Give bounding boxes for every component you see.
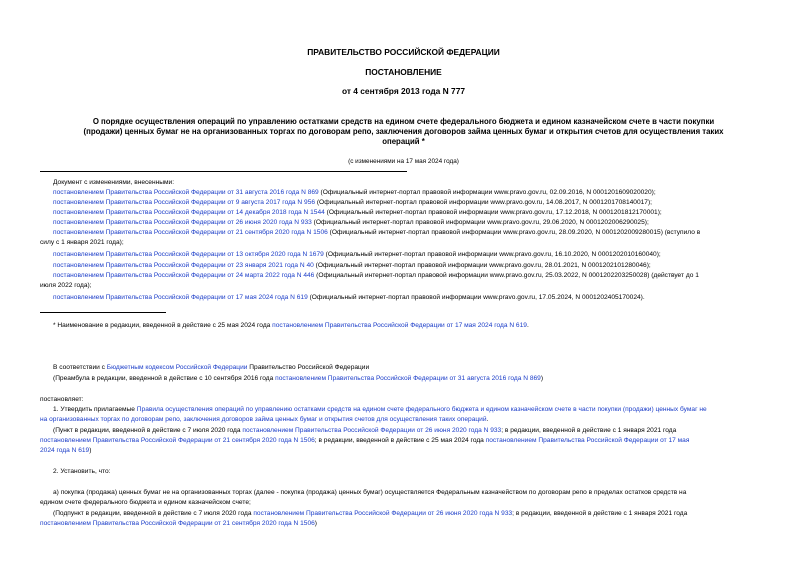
changes-note: (с изменениями на 17 мая 2024 года)	[348, 158, 459, 165]
change-text: (Официальный интернет-портал правовой информации www.pravo.gov.ru, 02.09.2016, N 0001201609020020);	[318, 189, 656, 196]
change-item-cont: силу с 1 января 2021 года);	[40, 239, 124, 246]
doc-title-line: операций *	[382, 137, 425, 146]
footnote: * Наименование в редакции, введенной в действие с 25 мая 2024 года постановлением Правительства Российской Федерации от 17 мая 2024 года N 619.	[53, 322, 529, 329]
divider	[40, 171, 407, 172]
point-2: 2. Установить, что:	[53, 468, 111, 475]
change-link[interactable]: постановлением Правительства Российской Федерации от 21 сентября 2020 года N 1506	[53, 229, 328, 236]
point-2-note-cont: постановлением Правительства Российской Федерации от 21 сентября 2020 года N 1506)	[40, 520, 317, 527]
note-link[interactable]: постановлением Правительства Российской Федерации от 26 июня 2020 года N 933	[242, 427, 502, 434]
change-item	[53, 199, 652, 207]
change-text: (Официальный интернет-портал правовой информации www.pravo.gov.ru, 17.05.2024, N 0001202405170024).	[307, 294, 645, 301]
change-item	[53, 189, 656, 197]
change-link[interactable]: постановлением Правительства Российской Федерации от 23 января 2021 года N 40	[53, 262, 314, 269]
change-text: (Официальный интернет-портал правовой информации www.pravo.gov.ru, 17.12.2018, N 0001201812170001);	[324, 209, 662, 216]
point-2-note: (Подпункт в редакции, введенной в действие с 7 июля 2020 года постановлением Правительства Российской Федерации от 26 июня 2020 года N 933; в редакции, введенной в действие с 1 января 2021 года	[53, 510, 688, 517]
government-title: ПРАВИТЕЛЬСТВО РОССИЙСКОЙ ФЕДЕРАЦИИ	[307, 47, 500, 57]
change-text: (Официальный интернет-портал правовой информации www.pravo.gov.ru, 28.09.2020, N 0001202009280015) (вступило в	[327, 229, 701, 236]
change-item	[53, 209, 662, 217]
point-2-a: а) покупка (продажа) ценных бумаг не на организованных торгах (далее - покупка (продажа) ценных бумаг) осуществляется Федеральным казначейством по договорам репо в пределах остатков средств на	[53, 489, 687, 496]
change-item	[53, 272, 699, 280]
doc-title-line: О порядке осуществления операций по управлению остатками средств на едином счете федерального бюджета и едином казначейском счете в части покупки	[92, 117, 715, 126]
change-item	[53, 251, 661, 259]
change-link[interactable]: постановлением Правительства Российской Федерации от 31 августа 2016 года N 869	[53, 189, 319, 196]
note-link[interactable]: 2024 года N 619	[40, 447, 90, 454]
doc-title	[0, 117, 807, 147]
change-link[interactable]: постановлением Правительства Российской Федерации от 9 августа 2017 года N 956	[53, 199, 316, 206]
change-item-cont: июля 2022 года);	[40, 282, 92, 289]
change-item	[53, 294, 645, 302]
rules-link[interactable]: Правила осуществления операций по управлению остатками средств на едином счете федерального бюджета и едином казначейском счете в части покупки (продажи) ценных бумаг не	[136, 406, 707, 413]
change-link[interactable]: постановлением Правительства Российской Федерации от 13 октября 2020 года N 1679	[53, 251, 324, 258]
note-link[interactable]: постановлением Правительства Российской Федерации от 21 сентября 2020 года N 1506	[40, 437, 315, 444]
change-link[interactable]: постановлением Правительства Российской Федерации от 17 мая 2024 года N 619	[53, 294, 308, 301]
budget-code-link[interactable]: Бюджетным кодексом Российской Федерации	[106, 364, 248, 371]
change-link[interactable]: постановлением Правительства Российской Федерации от 14 декабря 2018 года N 1544	[53, 209, 325, 216]
point-1: 1. Утвердить прилагаемые Правила осуществления операций по управлению остатками средств на едином счете федерального бюджета и едином казначейском счете в части покупки (продажи) ценных бумаг не	[53, 406, 707, 413]
point-1-cont: на организованных торгах по договорам репо, заключения договоров займа ценных бумаг и открытия счетов для осуществления таких операций.	[40, 416, 489, 423]
change-item	[53, 219, 649, 227]
note-link[interactable]: постановлением Правительства Российской Федерации от 17 мая	[485, 437, 690, 444]
rules-link-cont[interactable]: на организованных торгах по договорам репо, заключения договоров займа ценных бумаг и открытия счетов для осуществления таких операций	[40, 416, 487, 423]
change-text: (Официальный интернет-портал правовой информации www.pravo.gov.ru, 25.03.2022, N 0001202203250028) (действует до 1	[314, 272, 699, 279]
point-1-note-cont: 2024 года N 619)	[40, 447, 92, 454]
point-2-a-cont: едином счете федерального бюджета и едином казначейском счете;	[40, 499, 251, 506]
change-item	[53, 229, 700, 237]
preamble: В соответствии с Бюджетным кодексом Российской Федерации Правительство Российской Федерации	[53, 364, 370, 371]
change-link[interactable]: постановлением Правительства Российской Федерации от 24 марта 2022 года N 446	[53, 272, 315, 279]
change-text: (Официальный интернет-портал правовой информации www.pravo.gov.ru, 14.08.2017, N 0001201708140017);	[315, 199, 652, 206]
preamble-note-link[interactable]: постановлением Правительства Российской Федерации от 31 августа 2016 года N 869	[275, 375, 541, 382]
point-1-note-cont: постановлением Правительства Российской Федерации от 21 сентября 2020 года N 1506; в редакции, введенной в действие с 25 мая 2024 года постановлением Правительства Российской Федерации от 17 мая	[40, 437, 690, 444]
preamble-note: (Преамбула в редакции, введенной в действие с 10 сентября 2016 года постановлением Правительства Российской Федерации от 31 августа 2016 года N 869)	[53, 375, 544, 382]
doc-date-number: от 4 сентября 2013 года N 777	[341, 86, 466, 96]
doc-type: ПОСТАНОВЛЕНИЕ	[365, 67, 442, 77]
change-text: (Официальный интернет-портал правовой информации www.pravo.gov.ru, 16.10.2020, N 0001202010160040);	[323, 251, 661, 258]
note-link[interactable]: постановлением Правительства Российской Федерации от 26 июня 2020 года N 933	[253, 510, 513, 517]
changes-intro: Документ с изменениями, внесенными:	[53, 179, 175, 186]
change-text: (Официальный интернет-портал правовой информации www.pravo.gov.ru, 29.06.2020, N 0001202006290025);	[311, 219, 649, 226]
doc-title-line: (продажи) ценных бумаг не на организованных торгах по договорам репо, заключения договоров займа ценных бумаг и открытия счетов для осуществления таких	[83, 127, 724, 136]
note-link[interactable]: постановлением Правительства Российской Федерации от 21 сентября 2020 года N 1506	[40, 520, 315, 527]
footnote-link[interactable]: постановлением Правительства Российской Федерации от 17 мая 2024 года N 619	[272, 322, 527, 329]
change-item	[53, 262, 651, 270]
change-link[interactable]: постановлением Правительства Российской Федерации от 26 июня 2020 года N 933	[53, 219, 312, 226]
point-1-note: (Пункт в редакции, введенной в действие с 7 июля 2020 года постановлением Правительства Российской Федерации от 26 июня 2020 года N 933; в редакции, введенной в действие с 1 января 2021 года	[53, 427, 677, 434]
footnote-divider	[40, 312, 166, 313]
decree-word: постановляет:	[40, 396, 84, 403]
change-text: (Официальный интернет-портал правовой информации www.pravo.gov.ru, 28.01.2021, N 0001202101280046);	[313, 262, 651, 269]
